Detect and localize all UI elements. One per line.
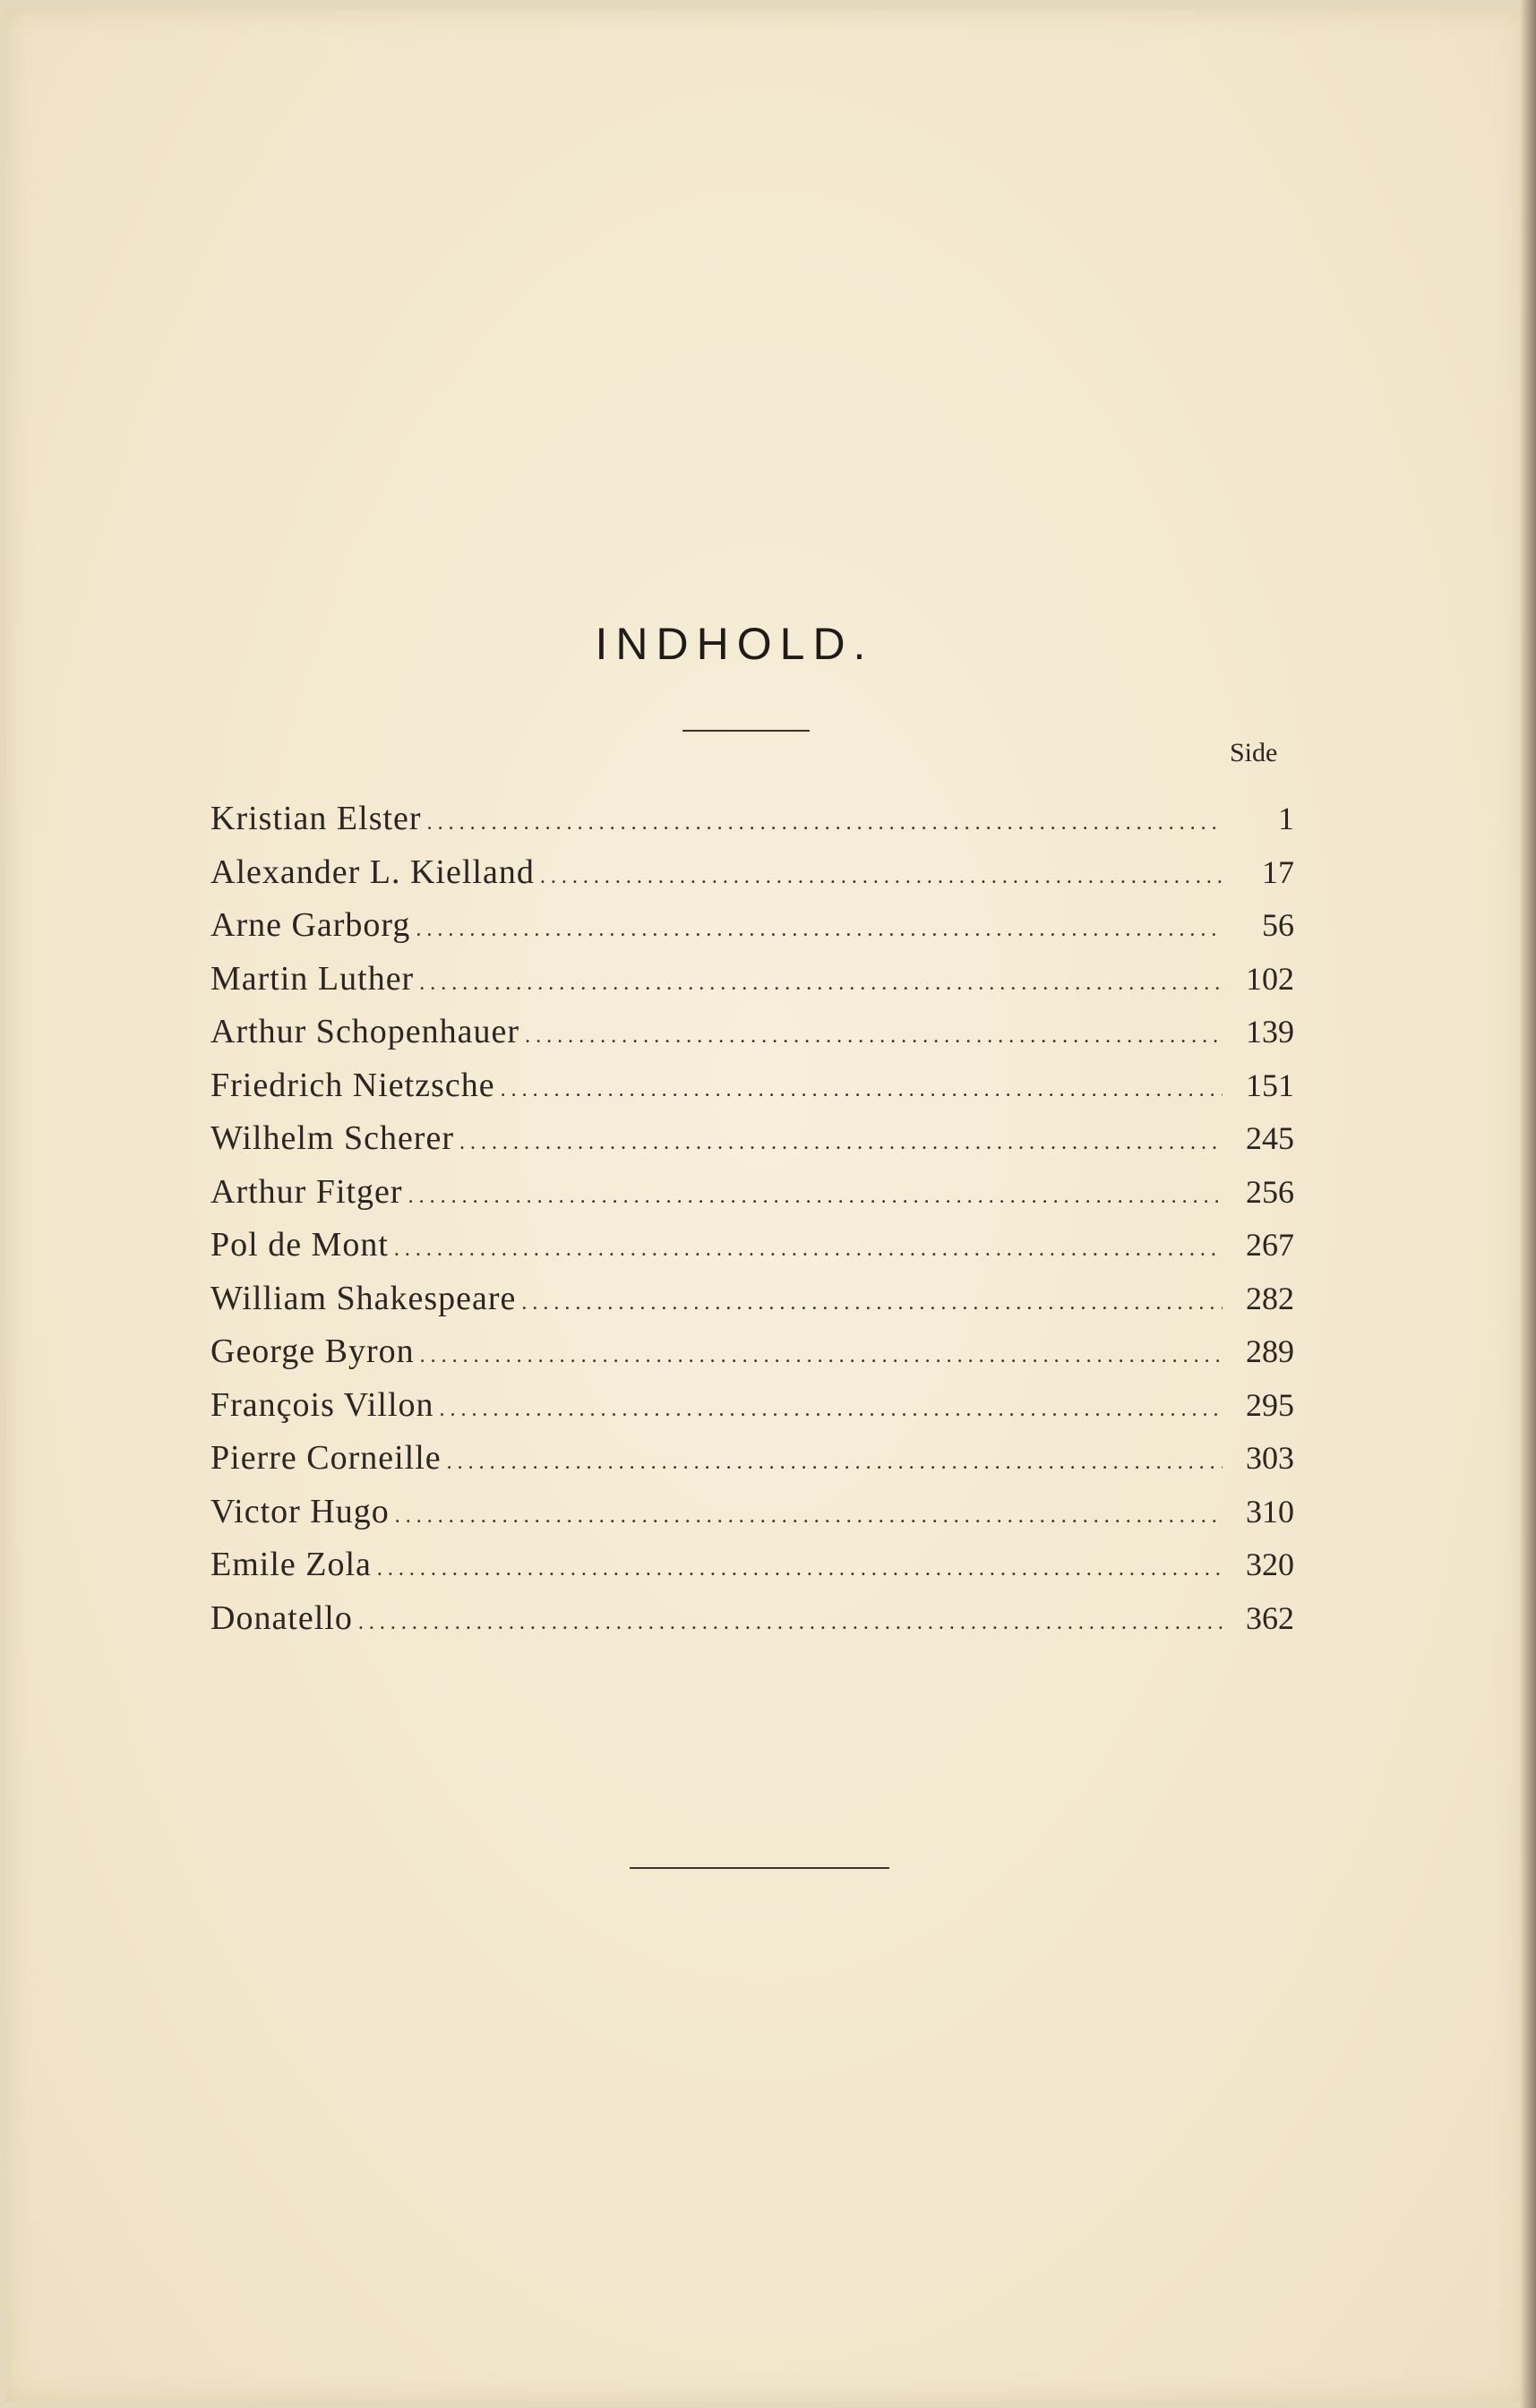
toc-dot-leader (415, 1330, 1223, 1384)
page-edge (1520, 0, 1536, 2408)
toc-entry-name: Alexander L. Kielland (210, 853, 535, 891)
toc-entry (210, 1379, 1294, 1433)
toc-entry (210, 1112, 1294, 1166)
toc-entry-page: 56 (1262, 907, 1294, 943)
toc-dot-leader (422, 797, 1223, 851)
toc-dot-leader (495, 1064, 1223, 1118)
toc-entry-page: 289 (1246, 1333, 1294, 1369)
toc-entry-page: 310 (1246, 1493, 1294, 1530)
toc-entry (210, 953, 1294, 1007)
toc-entry-page: 17 (1262, 853, 1294, 890)
toc-entry (210, 899, 1294, 953)
page-column-label: Side (1230, 738, 1278, 767)
toc-dot-leader (410, 904, 1223, 957)
toc-entry-page: 245 (1246, 1120, 1294, 1156)
toc-entry-name: Friedrich Nietzsche (210, 1066, 495, 1104)
toc-dot-leader (454, 1117, 1223, 1170)
toc-dot-leader (353, 1597, 1223, 1650)
toc-entry (210, 1059, 1294, 1113)
toc-entry (210, 1166, 1294, 1220)
toc-entry (210, 1273, 1294, 1326)
toc-entry-name: George Byron (210, 1333, 415, 1370)
toc-entry-page: 139 (1246, 1014, 1294, 1050)
page-title: INDHOLD. (595, 619, 874, 669)
toc-dot-leader (372, 1543, 1223, 1597)
toc-dot-leader (414, 957, 1223, 1011)
toc-entry-name: Pol de Mont (210, 1226, 389, 1264)
toc-entry (210, 1006, 1294, 1059)
table-of-contents (210, 793, 1294, 1645)
toc-entry-name: Victor Hugo (210, 1492, 390, 1530)
toc-entry-name: François Villon (210, 1385, 434, 1424)
toc-entry (210, 846, 1294, 900)
toc-entry (210, 1538, 1294, 1592)
toc-entry-name: Wilhelm Scherer (210, 1119, 454, 1157)
toc-entry-name: Martin Luther (210, 959, 415, 998)
toc-entry-name: Emile Zola (210, 1546, 372, 1583)
toc-entry (210, 1325, 1294, 1379)
toc-entry (210, 1592, 1294, 1646)
toc-dot-leader (434, 1384, 1223, 1437)
toc-dot-leader (535, 851, 1223, 904)
toc-entry-name: Arthur Fitger (210, 1172, 403, 1211)
toc-entry-page: 267 (1246, 1227, 1294, 1263)
toc-entry (210, 1486, 1294, 1539)
toc-entry-page: 282 (1246, 1280, 1294, 1316)
toc-entry-name: Kristian Elster (210, 800, 422, 837)
toc-entry-name: Pierre Corneille (210, 1439, 442, 1477)
toc-entry-name: Arne Garborg (210, 906, 411, 944)
toc-entry (210, 793, 1294, 846)
toc-dot-leader (403, 1170, 1223, 1224)
title-divider (682, 730, 810, 732)
toc-entry (210, 1219, 1294, 1273)
toc-dot-leader (389, 1223, 1223, 1277)
toc-dot-leader (390, 1490, 1223, 1544)
toc-entry-page: 151 (1246, 1067, 1294, 1103)
toc-entry (210, 1432, 1294, 1486)
toc-entry-page: 1 (1278, 801, 1294, 836)
toc-entry-page: 303 (1246, 1440, 1294, 1476)
toc-entry-name: Donatello (210, 1598, 353, 1637)
toc-entry-page: 102 (1246, 960, 1294, 997)
toc-dot-leader (442, 1436, 1223, 1490)
bottom-divider (630, 1867, 889, 1869)
toc-dot-leader (519, 1010, 1223, 1064)
toc-entry-page: 256 (1246, 1173, 1294, 1210)
toc-entry-page: 362 (1246, 1599, 1294, 1636)
toc-entry-page: 295 (1246, 1386, 1294, 1423)
toc-entry-name: Arthur Schopenhauer (210, 1013, 520, 1050)
toc-entry-page: 320 (1246, 1547, 1294, 1582)
toc-dot-leader (516, 1277, 1223, 1331)
toc-entry-name: William Shakespeare (210, 1279, 517, 1317)
